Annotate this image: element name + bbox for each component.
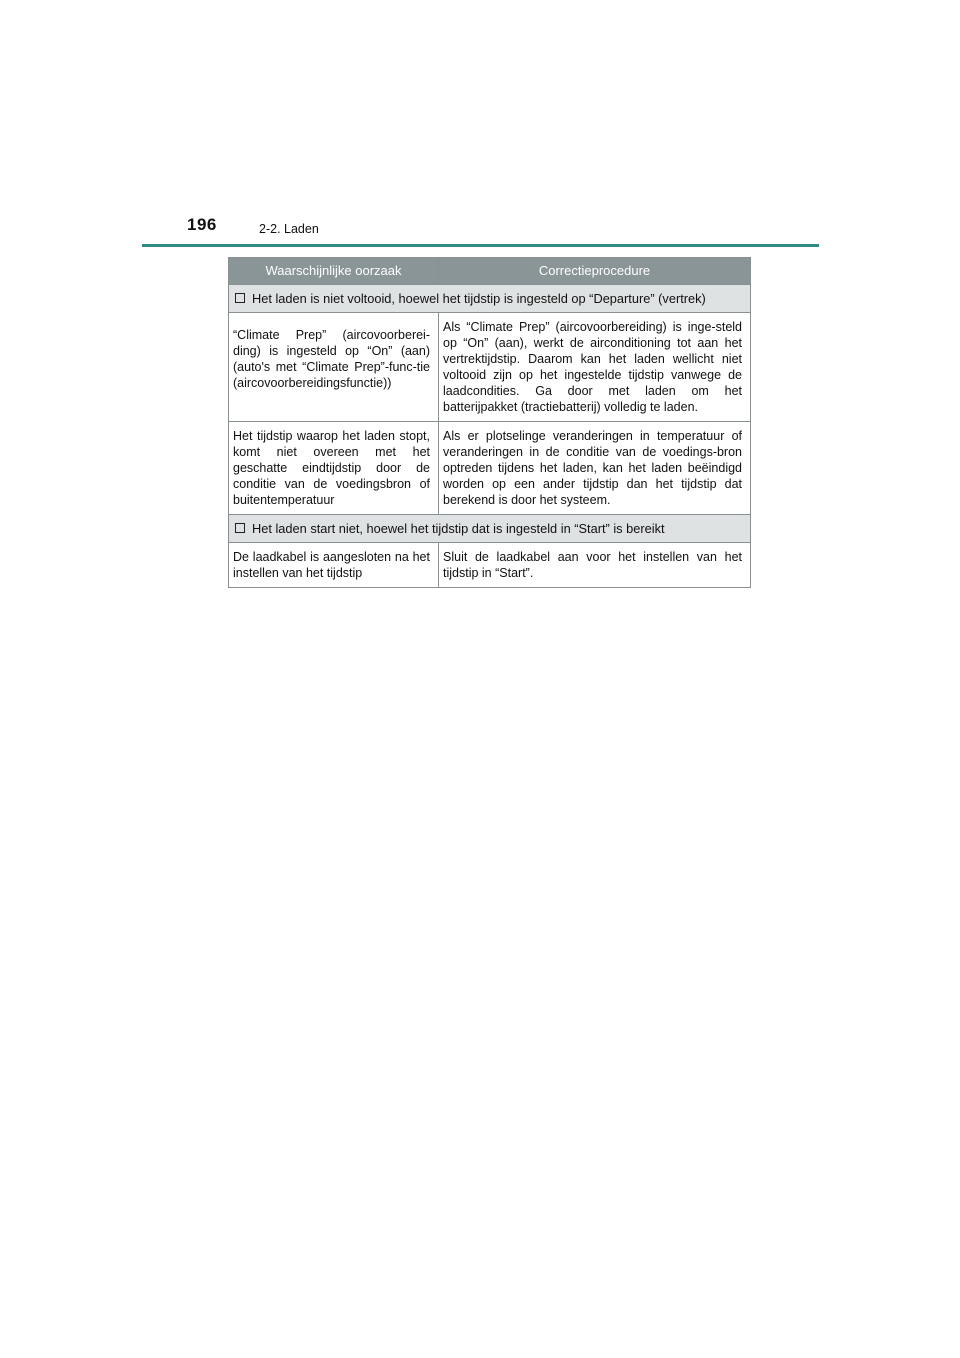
cause-cell: Het tijdstip waarop het laden stopt, komt niet overeen met het geschatte eindtijdstip door de conditie van de voedingsbron of buitentemperatuur [229,422,439,515]
column-header-cause: Waarschijnlijke oorzaak [229,258,439,285]
section-heading-row [229,515,751,543]
cause-cell: “Climate Prep” (aircovoorberei-ding) is ingesteld op “On” (aan) (auto's met “Climate Prep”-func-tie (aircovoorbereidingsfunctie)) [229,313,439,422]
column-header-procedure: Correctieprocedure [439,258,751,285]
table-header-row [229,258,751,285]
table-row [229,422,751,515]
procedure-cell: Sluit de laadkabel aan voor het instellen van het tijdstip in “Start”. [439,543,751,588]
table-row [229,313,751,422]
cause-cell: De laadkabel is aangesloten na het instellen van het tijdstip [229,543,439,588]
section-heading [229,515,751,543]
troubleshooting-table [228,257,751,588]
section-heading-text: Het laden is niet voltooid, hoewel het tijdstip is ingesteld op “Departure” (vertrek) [252,290,706,306]
section-title: 2-2. Laden [259,222,319,236]
table-row [229,543,751,588]
checkbox-icon [235,293,245,303]
checkbox-icon [235,523,245,533]
page-number: 196 [187,215,217,234]
section-heading-row [229,285,751,313]
procedure-cell: Als “Climate Prep” (aircovoorbereiding) is inge-steld op “On” (aan), werkt de airconditioning tot aan het vertrektijdstip. Daarom kan het laden wellicht niet voltooid zijn op het ingestelde tijdstip vanwege de laadcondities. Ga door met laden om het batterijpakket (tractiebatterij) volledig te laden. [439,313,751,422]
section-heading [229,285,751,313]
header-divider [142,244,819,247]
procedure-cell: Als er plotselinge veranderingen in temperatuur of veranderingen in de conditie van de voedings-bron optreden tijdens het laden, kan het laden beëindigd worden op een ander tijdstip dan het tijdstip dat berekend is door het systeem. [439,422,751,515]
section-heading-text: Het laden start niet, hoewel het tijdstip dat is ingesteld in “Start” is bereikt [252,520,665,536]
